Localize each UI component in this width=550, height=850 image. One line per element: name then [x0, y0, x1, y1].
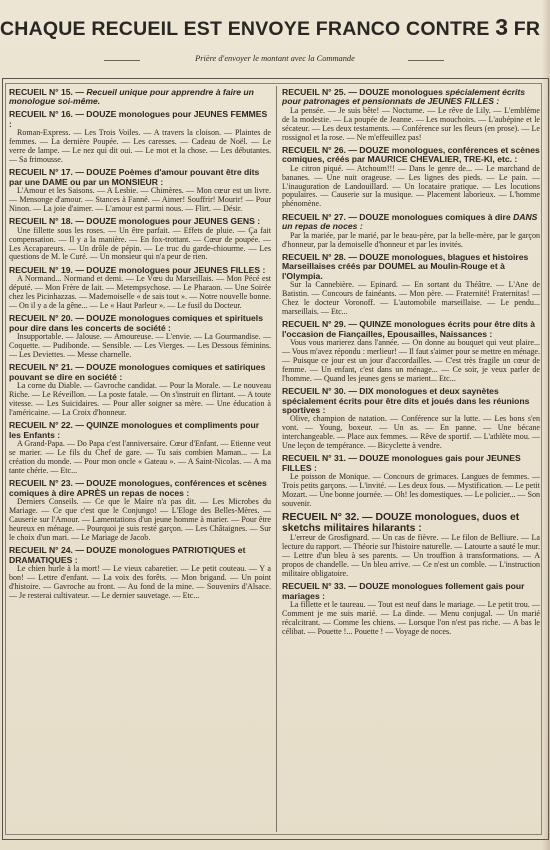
entry-contents: Par la mariée, par le marié, par le beau-père, par la belle-mère, par le garçon d'honneur, par la demoiselle d'honneur et par les invités.: [282, 230, 540, 249]
entry-title-text: RECUEIL N° 17. — DOUZE Poèmes d'amour pouvant être dits par une DAME ou par un MONSIEUR :: [9, 167, 260, 187]
entry-title: [9, 479, 271, 498]
entry-title-text: RECUEIL N° 22. — QUINZE monologues et compliments pour les Enfants :: [9, 420, 260, 440]
entry-title-text: RECUEIL N° 23. — DOUZE monologues, conférences et scènes comiques à dire APRÈS un repas de noces :: [9, 478, 267, 498]
recueil-entry: [9, 110, 271, 164]
entry-contents: Le poisson de Monique. — Concours de grimaces. Langues de femmes. — Trois petits garçons. — L'invité. — Les deux fous. — Mystification. — Le petit Mozart. — Une bonne journée. — Oh! les domestiques. — Le policier... — Son souvenir.: [282, 472, 540, 508]
entry-title-text: RECUEIL N° 29. — QUINZE monologues écrits pour être dits à l'occasion de Fiançailles, Epousailles, Naissances :: [282, 319, 536, 339]
entry-title-text: RECUEIL N° 18. — DOUZE monologues pour JEUNES GENS :: [9, 216, 261, 227]
entry-contents: La fillette et le taureau. — Tout est neuf dans le mariage. — Le petit trou. — Comment je me suis marié. — La dinde. — Menu conjugal. — Un marié récalcitrant. — Comme les chiens. — Lorsque l'on n'est pas riche. — A bas le célibat. — Pouette !... Pouette ! — Voyage de noces.: [282, 600, 540, 636]
entry-title-text: RECUEIL N° 20. — DOUZE monologues comiques et spirituels pour dire dans les concerts de société :: [9, 313, 263, 333]
entry-contents: A Grand-Papa. — Do Papa c'est l'anniversaire. Cœur d'Enfant. — Etienne veut se marier. — Le fils du Chef de gare. — Tu sais combien Maman... — La création du monde. — Pour mon oncle « Gateau ». — A Saint-Nicolas. — A ma tante chérie. — Etc...: [9, 439, 271, 475]
recueil-entry: [9, 88, 271, 107]
entry-title: [282, 88, 540, 107]
entry-contents: L'erreur de Grosfignard. — Un cas de fièvre. — Le filon de Belliure. — La lecture du rapport. — Théorie sur l'histoire naturelle. — Latourte a sauté le mur. — Lettre d'un bleu à ses parents. — Un trouffion à transformations. — A propos de chandelle. — Un bleu arrive. — Ce n'est un comble. — L'instruction militaire obligatoire.: [282, 533, 540, 578]
recueil-entry: [9, 266, 271, 311]
entry-title-text: RECUEIL N° 24. — DOUZE monologues PATRIOTIQUES et DRAMATIQUES :: [9, 545, 246, 565]
entry-title: [9, 110, 271, 129]
recueil-entry: [9, 168, 271, 214]
entry-title-text: RECUEIL N° 31. — DOUZE monologues gais pour JEUNES FILLES :: [282, 453, 521, 473]
recueil-entry: [282, 253, 540, 317]
entry-subtitle: Recueil unique pour apprendre à faire un monologue soi-même.: [9, 88, 254, 107]
entry-title: [282, 253, 540, 281]
left-column: [9, 88, 271, 830]
entry-title-text: RECUEIL N° 19. — DOUZE monologues pour JEUNES FILLES :: [9, 264, 266, 275]
entry-title: [282, 582, 540, 601]
entry-title: [9, 314, 271, 333]
recueil-entry: [282, 88, 540, 142]
entry-subtitle: spécialement écrits pour patronages et pensionnats de JEUNES FILLES :: [282, 88, 526, 107]
entry-contents: La pensée. — Je suis bête! — Nocturne. — Le rêve de Lily. — L'emblème de la modestie. — La poupée de Jeanne. — Les mouchoirs. — L'aubépine et le sécateur. — Les deux testaments. — Conférence sur les fleurs (en prose). — Le rossignol et la rose. — Ne m'effeuillez pas!: [282, 105, 540, 142]
recueil-entry: [282, 320, 540, 383]
entry-contents: Le citron piqué. — Atchoum!!! — Dans le genre de... — Le marchand de bananes. — Une nuit orageuse. — Les lignes des pieds. — Le pain. — L'inauguration de Landouillard. — Un locataire pratique. — Les locutions populaires. — Causerie sur la musique. — Placement laborieux. — L'homme phénomène.: [282, 163, 540, 209]
entry-title: [282, 454, 540, 473]
recueil-entry: [9, 421, 271, 475]
entry-title-text: RECUEIL N° 25. — DOUZE monologues: [282, 88, 446, 97]
entry-title: [282, 387, 540, 415]
entry-contents: La corne du Diable. — Gavroche candidat. — Pour la Morale. — Le nouveau Riche. — Le Réveillon. — La poste fatale. — On s'instruit en flirtant. — A toute vitesse. — Les Suicidaires. — Pour aller soigner sa mère. — Une éducation à l'américaine. — La Croix d'honneur.: [9, 381, 271, 417]
entry-title: [282, 146, 540, 165]
banner-price: 3: [495, 14, 509, 40]
entry-contents: Roman-Express. — Les Trois Voiles. — A travers la cloison. — Plaintes de femmes. — La dernière Poupée. — Les caresses. — Cadeau de Noël. — Le verre de lampe. — Le nez qui dit oui. — Le mot et la chose. — Les débutantes. — Sa frimousse.: [9, 128, 271, 164]
banner-text: CHAQUE RECUEIL EST ENVOYE FRANCO CONTRE: [0, 18, 496, 40]
entry-contents: L'Amour et les Saisons. — A Lesbie. — Chimères. — Mon cœur est un livre. — Mensonge d'amour. — Stances à Fanné. — Aimer! Souffrir! Mourir! — Pour Ninon. — La joie d'aimer. — L'amour est parmi nous. — Flirt. — Désir.: [9, 186, 271, 213]
recueil-entry: [9, 314, 271, 360]
entry-title: [9, 168, 271, 187]
recueil-entry: [9, 546, 271, 600]
entry-title-text: RECUEIL N° 28. — DOUZE monologues, blagues et histoires Marseillaises créés par DOUMEL au Moulin-Rouge et à l'Olympia.: [282, 251, 529, 281]
entry-title-text: RECUEIL N° 33. — DOUZE monologues follement gais pour mariages :: [282, 581, 525, 601]
entry-title: [282, 512, 540, 534]
column-divider: [276, 86, 277, 832]
banner-heading: [0, 14, 550, 44]
banner-tail: FR: [508, 18, 541, 40]
entry-title-text: RECUEIL N° 27. — DOUZE monologues comiques à dire: [282, 211, 514, 222]
entry-contents: Sur la Cannebière. — Epinard. — En sortant du Théâtre. — L'Ane de Batistin. — Concours de fainéants. — Mon père. — Fraternité! Fraternitas! — Chez le docteur Voronoff. — L'automobile marseillaise. — Le pendu... marseillais. — Etc...: [282, 280, 540, 316]
entry-title: [282, 320, 540, 339]
recueil-entry: [9, 217, 271, 262]
recueil-entry: [282, 387, 540, 451]
recueil-entry: [282, 213, 540, 250]
recueil-entry: [282, 512, 540, 579]
entry-contents: Vous vous marierez dans l'année. — On donne au bouquet qui veut plaire... — Vous m'avez répondu : merlieur! — Il faut s'aimer pour se mettre en ménage. — Puisque ce jour est un jour d'accordailles. — C'est très fragile un cœur de femme. — Un enfant, c'est dans un ménage... — Ce soir, je veux parler de l'homme. — Quand les jeunes gens se marient... Etc...: [282, 338, 540, 383]
entry-title-text: RECUEIL N° 21. — DOUZE monologues comiques et satiriques pouvant se dire en société :: [9, 362, 266, 382]
entry-title: [9, 421, 271, 440]
entry-contents: A Normand... Normand et demi. — Le Vœu du Marseillais. — Mon Pécé est député. — Mon Frère de lait. — Metempsychose. — Le Pharaon. — Une Soirée chez les Picinhazzas. — Mademoiselle « de sais tout ». — Notre nouvelle bonne. — On il y a de la gêne... — Le « Haut Parleur ». — Le fusil du Docteur.: [9, 274, 271, 310]
entry-title-text: RECUEIL N° 30. — DIX monologues et deux saynètes spécialement écrits pour être dits et joués dans les réunions sportives :: [282, 386, 530, 415]
right-column: [282, 88, 540, 830]
order-note: Prière d'envoyer le montant avec la Commande: [195, 54, 355, 63]
entry-title: [9, 546, 271, 565]
entry-contents: Le chien hurle à la mort! — Le vieux cabaretier. — Le petit couteau. — Y a bon! — Lettre d'enfant. — La voix des forêts. — Mon brigand. — Un point d'histoire. — Gavroche au front. — Au fond de la mine. — Souvenirs d'Alsace. — Je resterai cultivateur. — Le dernier sauvetage. — Etc...: [9, 563, 271, 600]
entry-title-text: RECUEIL N° 32. — DOUZE monologues, duos et sketchs militaires hilarants :: [282, 512, 520, 535]
entry-title-text: RECUEIL N° 15. —: [9, 88, 87, 97]
recueil-entry: [282, 146, 540, 209]
entry-contents: Olive, champion de natation. — Conférence sur la lutte. — Les bons s'en vont. — Young, boxeur. — Un as. — En panne. — Une bécane interchangeable. — Place aux femmes. — Rêve de sportif. — L'athlète mou. — Une leçon de tempérance. — Bicyclette à vendre.: [282, 414, 540, 451]
recueil-entry: [9, 479, 271, 542]
entry-contents: Une fillette sous les roses. — Un être parfait. — Effets de pluie. — Ça fait compensation. — Il y a la manière. — En fox-trottant. — Cœur de poupée. — Les Accapareurs. — Un drôle de pépin. — Le truc du garde-chiourme. — Les questions de M. le Curé. — Un monsieur qui n'a peur de rien.: [9, 225, 271, 262]
recueil-entry: [282, 582, 540, 636]
entry-title: [282, 213, 540, 232]
entry-title-text: RECUEIL N° 26. — DOUZE monologues, conférences et scènes comiques, créés par MAURICE CHEVALIER, TRE-KI, etc. :: [282, 144, 540, 165]
entry-subtitle: DANS un repas de noces :: [282, 211, 538, 232]
entry-title: [9, 88, 271, 107]
entry-contents: Derniers Conseils. — Ce que le Maire n'a pas dit. — Les Microbes du Mariage. — Ce que c'est que le Conjungo! — L'Eloge des Belles-Mères. — Causerie sur l'Amour. — Lamentations d'un jeune homme à marier. — Pour être heureux en ménage. — Pourquoi je suis resté garçon. — Les Châtaignes. — Sur le choix d'un mari. — Le Mariage de Jacob.: [9, 497, 271, 542]
note-rule-right: [408, 60, 444, 61]
entry-contents: Insupportable. — Jalouse. — Amoureuse. — L'envie. — La Gourmandise. — Coquette. — Pudibonde. — Sensible. — Les Vierges. — Les Dessous féminins. — Les Deviettes. — Messe charnelle.: [9, 332, 271, 359]
recueil-entry: [282, 454, 540, 508]
recueil-entry: [9, 363, 271, 417]
entry-title-text: RECUEIL N° 16. — DOUZE monologues pour JEUNES FEMMES :: [9, 109, 268, 129]
entry-title: [9, 363, 271, 382]
page-edge-shadow: [542, 0, 550, 850]
